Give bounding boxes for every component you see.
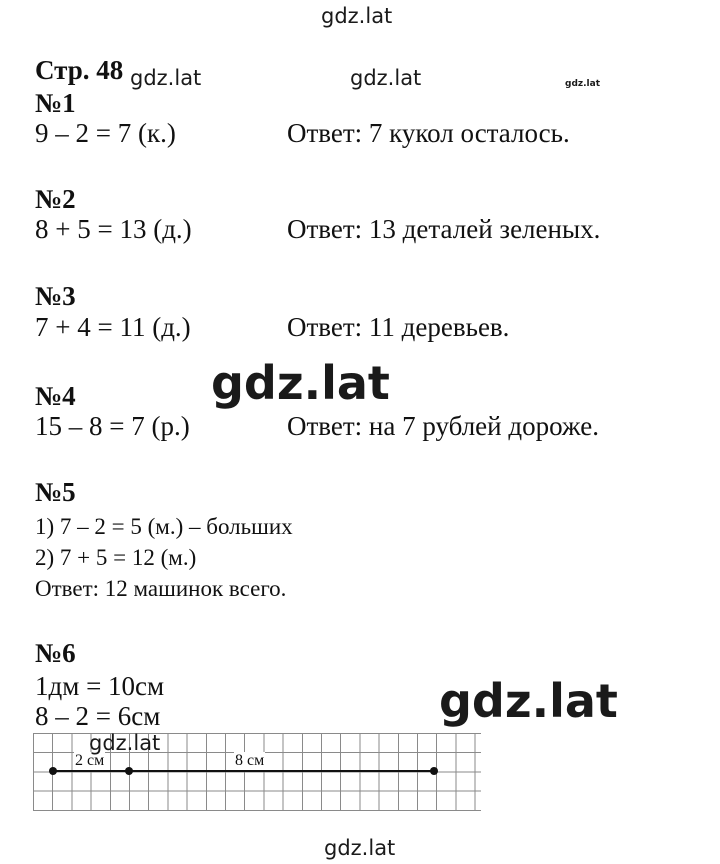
task-3-answer: Ответ: 11 деревьев. <box>287 312 510 342</box>
task-4-number: №4 <box>35 381 76 411</box>
task-4-answer: Ответ: на 7 рублей дороже. <box>287 411 599 441</box>
watermark-grid: gdz.lat <box>89 731 161 755</box>
watermark-bottom: gdz.lat <box>324 836 396 860</box>
watermark-header-center: gdz.lat <box>350 66 422 90</box>
task-1-equation: 9 – 2 = 7 (к.) <box>35 118 176 148</box>
task-1-answer: Ответ: 7 кукол осталось. <box>287 118 570 148</box>
task-5-step-1: 1) 7 – 2 = 5 (м.) – больших <box>35 514 293 539</box>
watermark-header-left: gdz.lat <box>130 66 202 90</box>
task-6-equation: 8 – 2 = 6см <box>35 701 161 731</box>
task-1-number: №1 <box>35 88 76 118</box>
segment-label-8cm: 8 см <box>235 752 265 769</box>
segment-point-start <box>49 767 57 775</box>
task-6-number: №6 <box>35 638 76 668</box>
task-3-number: №3 <box>35 281 76 311</box>
task-5-number: №5 <box>35 477 76 507</box>
task-2-number: №2 <box>35 184 76 214</box>
watermark-header-small: gdz.lat <box>565 79 601 89</box>
task-6-conversion: 1дм = 10см <box>35 671 165 701</box>
segment-label-2cm: 2 см <box>75 752 105 769</box>
watermark-large-lower: gdz.lat <box>439 674 618 728</box>
page-title: Стр. 48 <box>35 55 124 85</box>
task-2-equation: 8 + 5 = 13 (д.) <box>35 214 192 244</box>
task-5-answer: Ответ: 12 машинок всего. <box>35 576 287 601</box>
segment-point-end <box>430 767 438 775</box>
task-2-answer: Ответ: 13 деталей зеленых. <box>287 214 601 244</box>
task-4-equation: 15 – 8 = 7 (р.) <box>35 411 190 441</box>
watermark-top: gdz.lat <box>321 4 393 28</box>
task-3-equation: 7 + 4 = 11 (д.) <box>35 312 191 342</box>
segment-point-mid <box>125 767 133 775</box>
task-5-step-2: 2) 7 + 5 = 12 (м.) <box>35 545 197 570</box>
watermark-large-middle: gdz.lat <box>211 356 390 410</box>
